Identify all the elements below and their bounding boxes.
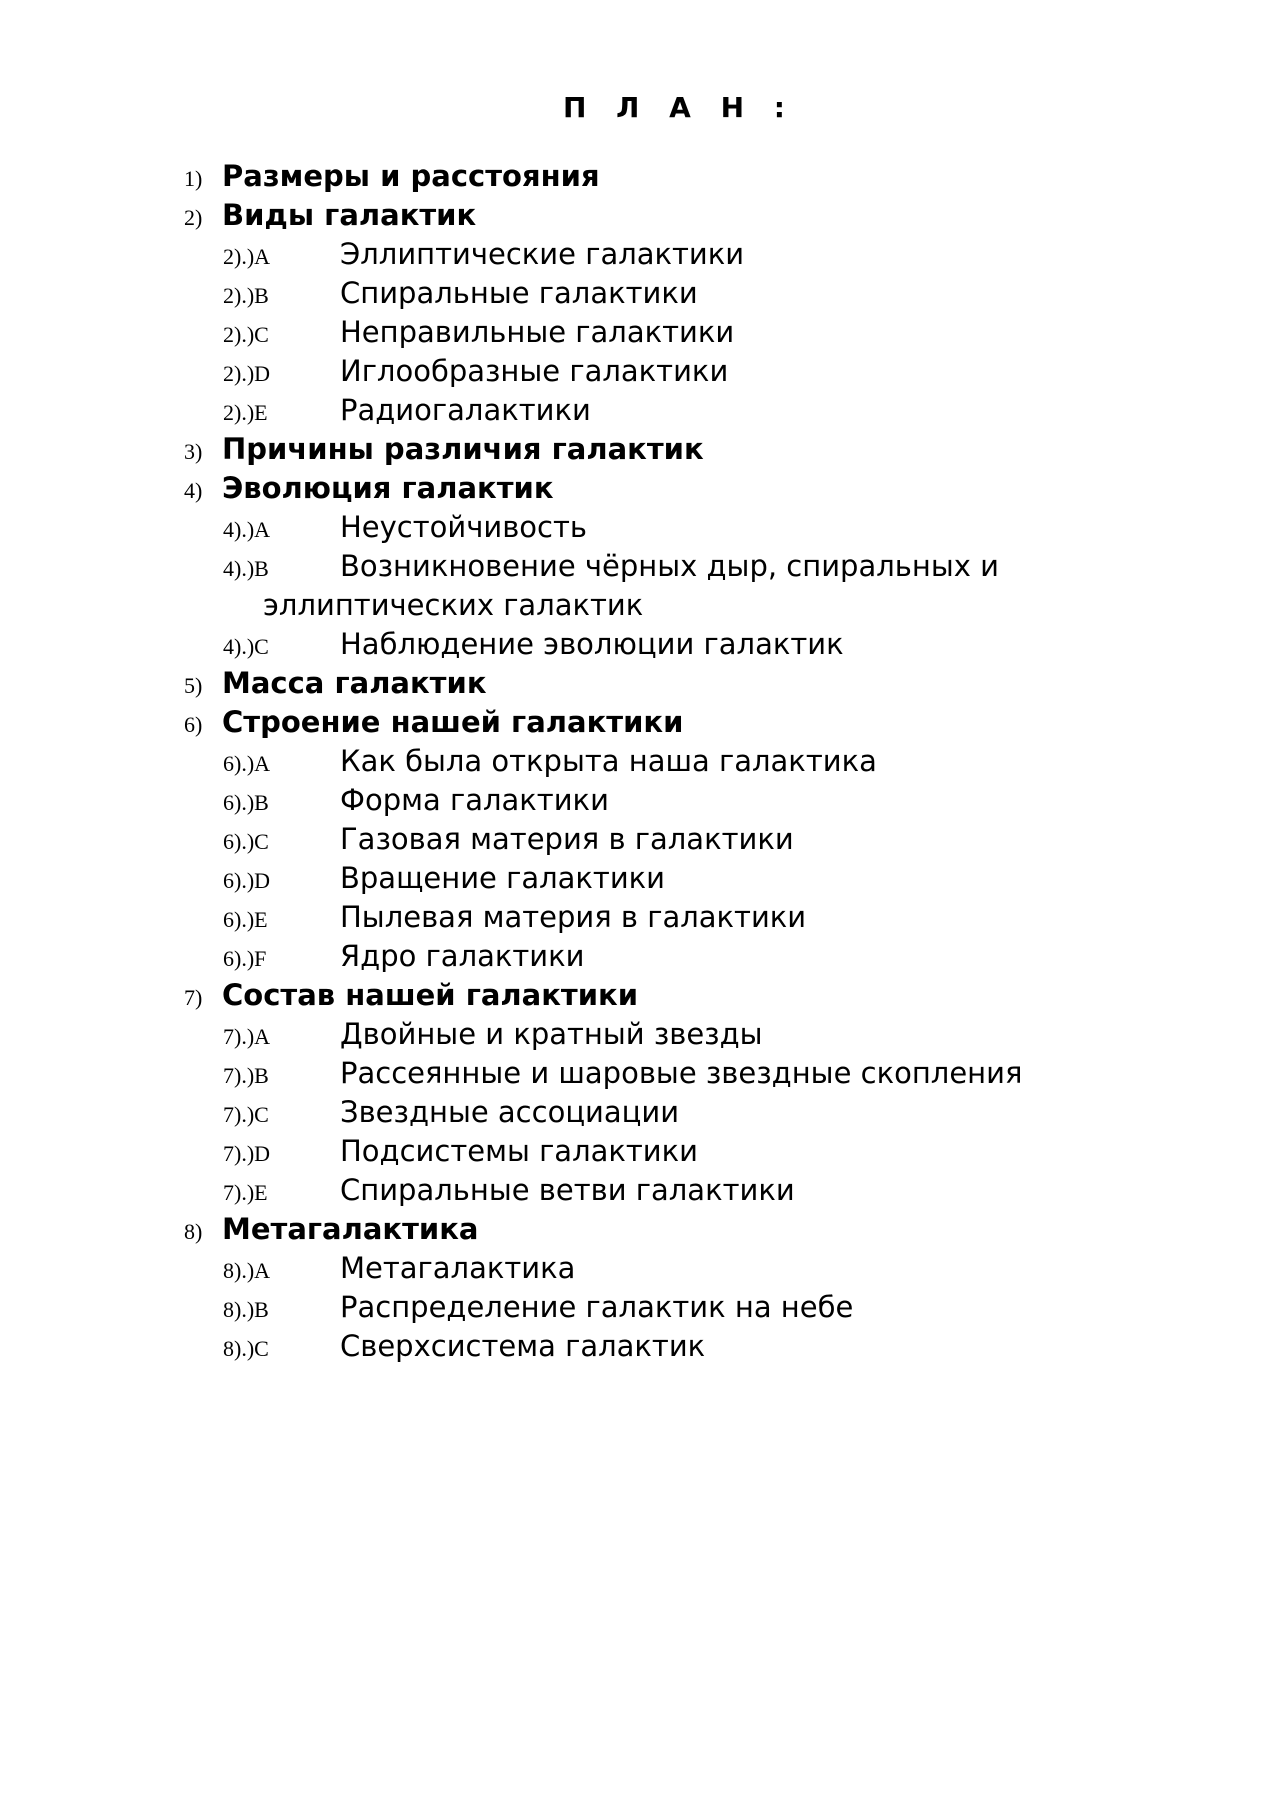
subitem-text: Возникновение чёрных дыр, спиральных и xyxy=(340,549,999,583)
outline-subitem xyxy=(0,1015,1280,1054)
outline-subitem xyxy=(0,820,1280,859)
item-number: 4) xyxy=(184,478,203,503)
subitem-number: 7).)B xyxy=(223,1063,269,1088)
subitem-text: Сверхсистема галактик xyxy=(340,1329,706,1363)
outline-subitem xyxy=(0,391,1280,430)
subitem-number: 7).)D xyxy=(223,1141,271,1166)
outline-item xyxy=(0,664,1280,703)
outline-subitem xyxy=(0,547,1280,625)
subitem-number: 8).)A xyxy=(223,1258,271,1283)
subitem-text: Форма галактики xyxy=(340,783,609,817)
outline-subitem xyxy=(0,235,1280,274)
item-number: 5) xyxy=(184,673,203,698)
item-number: 6) xyxy=(184,712,203,737)
subitem-text: Рассеянные и шаровые звездные скопления xyxy=(340,1056,1023,1090)
subitem-text: Иглообразные галактики xyxy=(340,354,729,388)
outline-subitem xyxy=(0,625,1280,664)
subitem-text: Звездные ассоциации xyxy=(340,1095,680,1129)
subitem-text: Подсистемы галактики xyxy=(340,1134,698,1168)
subitem-number: 7).)C xyxy=(223,1102,269,1127)
item-text: Причины различия галактик xyxy=(222,432,704,466)
outline-subitem xyxy=(0,1288,1280,1327)
outline-item xyxy=(0,430,1280,469)
item-text: Строение нашей галактики xyxy=(222,705,684,739)
subitem-number: 7).)E xyxy=(223,1180,268,1205)
subitem-number: 6).)B xyxy=(223,790,269,815)
outline-subitem xyxy=(0,1327,1280,1366)
subitem-number: 2).)C xyxy=(223,322,269,347)
outline-subitem xyxy=(0,1132,1280,1171)
outline-subitem xyxy=(0,1054,1280,1093)
item-number: 2) xyxy=(184,205,203,230)
item-number: 1) xyxy=(184,166,203,191)
subitem-text: Спиральные галактики xyxy=(340,276,698,310)
subitem-number: 8).)C xyxy=(223,1336,269,1361)
subitem-number: 2).)D xyxy=(223,361,271,386)
outline-item xyxy=(0,157,1280,196)
subitem-number: 6).)E xyxy=(223,907,268,932)
outline-subitem xyxy=(0,1093,1280,1132)
outline-subitem xyxy=(0,898,1280,937)
item-text: Размеры и расстояния xyxy=(222,159,600,193)
subitem-text: Распределение галактик на небе xyxy=(340,1290,854,1324)
outline-item xyxy=(0,976,1280,1015)
subitem-number: 6).)F xyxy=(223,946,267,971)
subitem-text: Двойные и кратный звезды xyxy=(340,1017,763,1051)
subitem-text: Эллиптические галактики xyxy=(340,237,745,271)
subitem-number: 4).)A xyxy=(223,517,271,542)
page-title: П Л А Н : xyxy=(563,91,795,124)
outline-subitem xyxy=(0,508,1280,547)
item-text: Виды галактик xyxy=(222,198,477,232)
subitem-text: Вращение галактики xyxy=(340,861,666,895)
subitem-number: 2).)E xyxy=(223,400,268,425)
item-number: 3) xyxy=(184,439,203,464)
outline-item xyxy=(0,469,1280,508)
subitem-text: Пылевая материя в галактики xyxy=(340,900,807,934)
subitem-text: Неустойчивость xyxy=(340,510,587,544)
subitem-text: Неправильные галактики xyxy=(340,315,735,349)
subitem-text: Наблюдение эволюции галактик xyxy=(340,627,844,661)
item-text: Состав нашей галактики xyxy=(222,978,639,1012)
subitem-number: 6).)D xyxy=(223,868,271,893)
item-number: 7) xyxy=(184,985,203,1010)
plan-outline xyxy=(0,157,1280,1366)
outline-subitem xyxy=(0,313,1280,352)
subitem-text: Спиральные ветви галактики xyxy=(340,1173,795,1207)
item-text: Метагалактика xyxy=(222,1212,479,1246)
outline-subitem xyxy=(0,937,1280,976)
outline-item xyxy=(0,1210,1280,1249)
subitem-number: 4).)B xyxy=(223,556,269,581)
outline-item xyxy=(0,703,1280,742)
subitem-text: Метагалактика xyxy=(340,1251,576,1285)
subitem-number: 2).)B xyxy=(223,283,269,308)
subitem-number: 6).)A xyxy=(223,751,271,776)
item-text: Эволюция галактик xyxy=(222,471,554,505)
outline-subitem xyxy=(0,781,1280,820)
subitem-text: Ядро галактики xyxy=(340,939,585,973)
outline-item xyxy=(0,196,1280,235)
item-number: 8) xyxy=(184,1219,203,1244)
outline-subitem xyxy=(0,352,1280,391)
subitem-text-continuation: эллиптических галактик xyxy=(263,588,644,622)
subitem-number: 4).)C xyxy=(223,634,269,659)
outline-subitem xyxy=(0,274,1280,313)
outline-subitem xyxy=(0,1171,1280,1210)
outline-subitem xyxy=(0,742,1280,781)
subitem-number: 2).)A xyxy=(223,244,271,269)
subitem-number: 8).)B xyxy=(223,1297,269,1322)
subitem-text: Радиогалактики xyxy=(340,393,591,427)
subitem-number: 6).)C xyxy=(223,829,269,854)
subitem-text: Как была открыта наша галактика xyxy=(340,744,877,778)
outline-subitem xyxy=(0,859,1280,898)
subitem-number: 7).)A xyxy=(223,1024,271,1049)
outline-subitem xyxy=(0,1249,1280,1288)
item-text: Масса галактик xyxy=(222,666,487,700)
subitem-text: Газовая материя в галактики xyxy=(340,822,794,856)
